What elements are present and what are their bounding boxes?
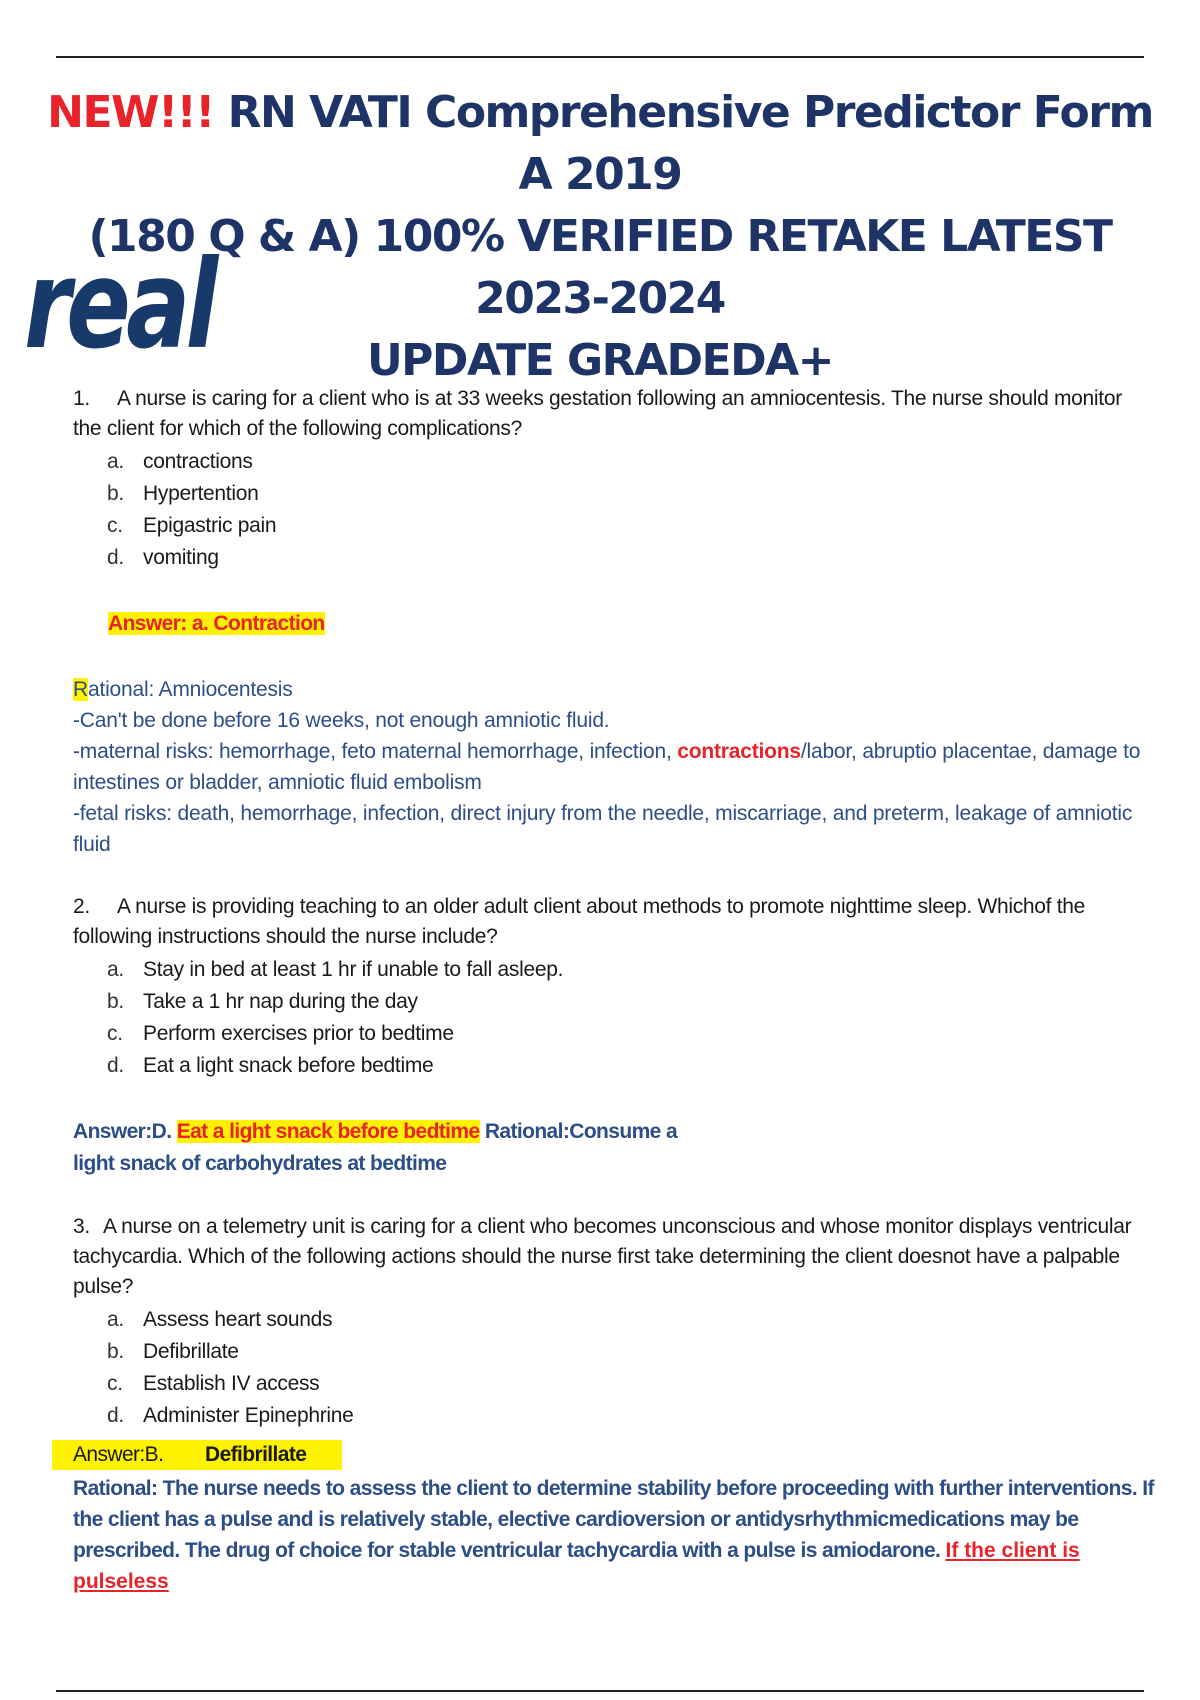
title-line-3: UPDATE GRADEDA+ (366, 335, 834, 386)
option-item: d. Administer Epinephrine (107, 1404, 354, 1427)
question-1-text: 1. A nurse is caring for a client who is at 33 weeks gestation following an amniocentesis. The nurse should monitor the client for which of the following complications? (73, 387, 1122, 440)
question-3-answer: Answer:B. Defibrillate (52, 1440, 342, 1470)
option-item: b. Hypertention (107, 482, 259, 505)
question-1-rational: Rational: Amniocentesis -Can't be done before 16 weeks, not enough amniotic fluid. -maternal risks: hemorrhage, feto maternal hemorrhage, infection, contractions/labor, abruptio placentae, damage to intestines or bladder, amniotic fluid embolism -fetal risks: death, hemorrhage, infection, direct injury from the needle, miscarriage, and preterm, leakage of amniotic fluid (73, 678, 1141, 856)
question-3-text: 3. A nurse on a telemetry unit is caring for a client who becomes unconscious and whose monitor displays ventricular tachycardia. Which of the following actions should the nurse first take determining the client doesnot have a palpable pulse? (73, 1215, 1132, 1298)
question-2-answer: Answer:D. Eat a light snack before bedtime Rational:Consume a light snack of carbohydrates at bedtime (73, 1120, 678, 1175)
question-3-rational: Rational: The nurse needs to assess the client to determine stability before proceeding with further interventions. If the client has a pulse and is relatively stable, elective cardioversion or antidysrhythmicmedications may be prescribed. The drug of choice for stable ventricular tachycardia with a pulse is amiodarone. If the client is pulseless (73, 1477, 1154, 1593)
question-2-text: 2. A nurse is providing teaching to an older adult client about methods to promote nighttime sleep. Whichof the following instructions should the nurse include? (73, 895, 1086, 948)
option-item: a. Assess heart sounds (107, 1308, 333, 1331)
question-3 (73, 1212, 1153, 1432)
title-line-1: NEW!!! RN VATI Comprehensive Predictor Form A 2019 (47, 87, 1153, 200)
bottom-rule (56, 1690, 1144, 1692)
question-2 (73, 892, 1153, 1082)
question-2-options (107, 954, 1153, 1082)
real-watermark-logo: real (24, 234, 214, 376)
option-item: c. Perform exercises prior to bedtime (107, 1022, 454, 1045)
title-new-badge: NEW!!! (47, 87, 214, 138)
option-item: c. Epigastric pain (107, 514, 277, 537)
option-item: b. Take a 1 hr nap during the day (107, 990, 418, 1013)
option-item: a. contractions (107, 450, 253, 473)
top-rule (56, 56, 1144, 58)
question-1-options (107, 446, 1153, 574)
option-item: d. Eat a light snack before bedtime (107, 1054, 434, 1077)
question-1 (73, 384, 1153, 574)
option-item: c. Establish IV access (107, 1372, 320, 1395)
option-item: b. Defibrillate (107, 1340, 239, 1363)
question-3-options (107, 1304, 1153, 1432)
question-1-answer: Answer: a. Contraction (108, 612, 325, 635)
option-item: a. Stay in bed at least 1 hr if unable to fall asleep. (107, 958, 564, 981)
title-line-2: (180 Q & A) 100% VERIFIED RETAKE LATEST 2023-2024 (88, 211, 1112, 324)
option-item: d. vomiting (107, 546, 219, 569)
